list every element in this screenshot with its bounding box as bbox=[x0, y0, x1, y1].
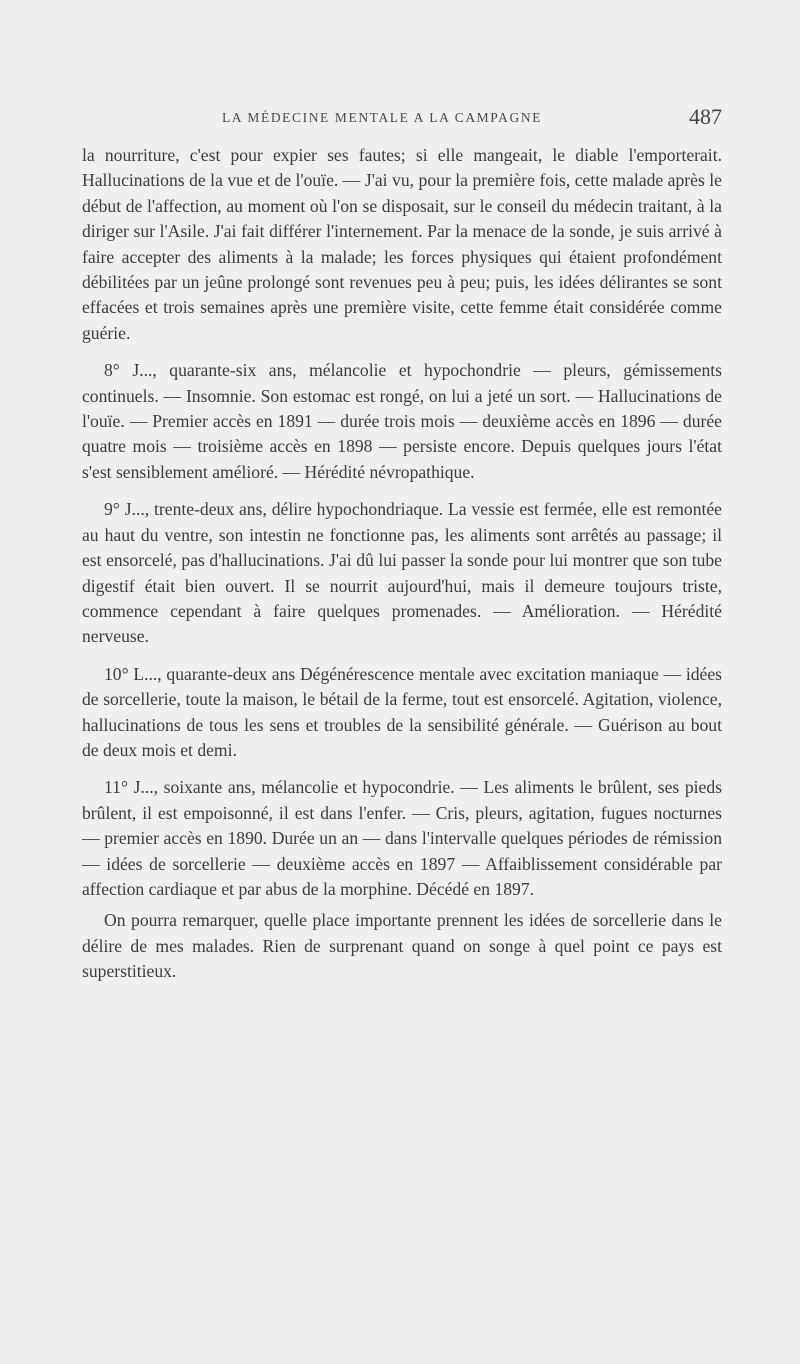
case-10-paragraph: 10° L..., quarante-deux ans Dégénérescence mentale avec excitation maniaque — idées de sorcellerie, toute la maison, le bétail de la ferme, tout est ensorcelé. Agitation, violence, hallucinations de tous les sens et troubles de la sensibilité générale. — Guérison au bout de deux mois et demi. bbox=[82, 663, 722, 760]
case-9-paragraph: 9° J..., trente-deux ans, délire hypochondriaque. La vessie est fermée, elle est remontée au haut du ventre, son intestin ne fonctionne pas, les aliments sont arrêtés au passage; il est ensorcelé, pas d'hallucinations. J'ai dû lui passer la sonde pour lui montrer que son tube digestif était bien ouvert. Il se nourrit aujourd'hui, mais il demeure toujours triste, commence cependant à faire quelques promenades. — Amélioration. — Hérédité nerveuse. bbox=[82, 499, 722, 647]
case-8-paragraph: 8° J..., quarante-six ans, mélancolie et hypochondrie — pleurs, gémissements continuels. — Insomnie. Son estomac est rongé, on lui a jeté un sort. — Hallucinations de l'ouïe. — Premier accès en 1891 — durée trois mois — deuxième accès en 1896 — durée quatre mois — troisième accès en 1898 — persiste encore. Depuis quelques jours l'état s'est sensiblement amélioré. — Hérédité névropathique. bbox=[82, 360, 722, 482]
running-title: LA MÉDECINE MENTALE A LA CAMPAGNE bbox=[221, 110, 543, 125]
body-text bbox=[82, 143, 722, 985]
closing-paragraph: On pourra remarquer, quelle place importante prennent les idées de sorcellerie dans le délire de mes malades. Rien de surprenant quand on songe à quel point ce pays est superstitieux. bbox=[82, 910, 722, 982]
case-11-paragraph: 11° J..., soixante ans, mélancolie et hypocondrie. — Les aliments le brûlent, ses pieds brûlent, il est empoisonné, il est dans l'enfer. — Cris, pleurs, agitation, fugues nocturnes — premier accès en 1890. Durée un an — dans l'intervalle quelques périodes de rémission — idées de sorcellerie — deuxième accès en 1897 — Affaiblissement considérable par affection cardiaque et par abus de la morphine. Décédé en 1897. bbox=[82, 777, 722, 899]
paragraph-continuation: la nourriture, c'est pour expier ses fautes; si elle mangeait, le diable l'emporterait. Hallucinations de la vue et de l'ouïe. — J'ai vu, pour la première fois, cette malade après le début de l'affection, au moment où l'on se disposait, sur le conseil du médecin traitant, à la diriger sur l'Asile. J'ai fait différer l'internement. Par la menace de la sonde, je suis arrivé à faire accepter des aliments à la malade; les forces physiques qui étaient profondément débilitées par un jeûne prolongé sont revenues peu à peu; puis, les idées délirantes se sont effacées et trois semaines après une première visite, cette femme était considérée comme guérie. bbox=[82, 145, 722, 343]
page-number: 487 bbox=[689, 104, 722, 129]
running-head bbox=[82, 104, 722, 134]
